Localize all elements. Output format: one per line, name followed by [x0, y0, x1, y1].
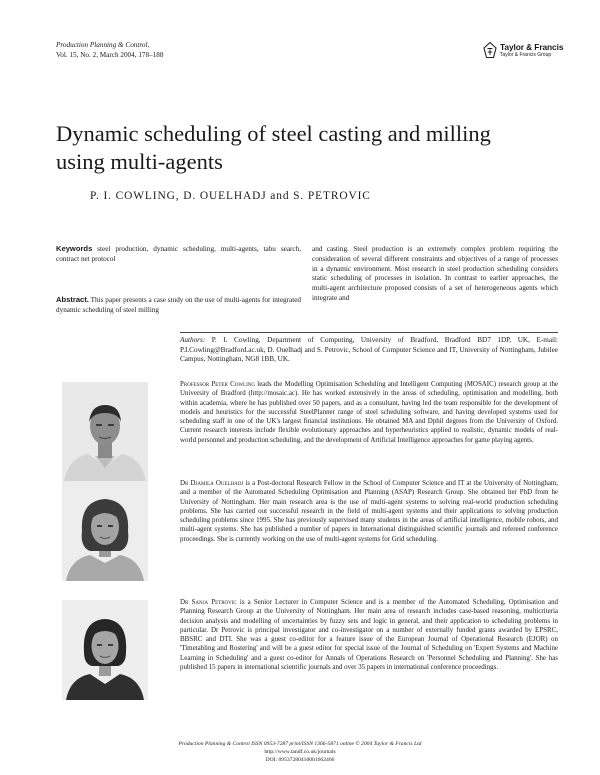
keywords-text: steel production, dynamic scheduling, multi-agents, tabu search, contract net protocol [56, 245, 301, 263]
journal-name: Production Planning & Control, [56, 41, 150, 49]
author-affiliation [180, 336, 558, 365]
bio-text: is a Post-doctoral Research Fellow in the School of Computer Science and IT at the University of Nottingham, and a member of the Automated Scheduling Optimisation and Planning (ASAP) Research Group. She obtained her PhD from he University of Nottingham. Her main research area is the use of multi-agent systems to solving real-world production scheduling problems. She has carried out successful research in the field of multi-agent systems and their applications to solving production scheduling problems since 1995. She has previously supervised many students in the areas of artificial intelligence, mobile robots, and multi-agent systems. She has published a number of papers in International distinguished scientific journals and refereed conference proceedings. She is currently working on the use of multi-agent systems for Grid scheduling. [180, 479, 559, 543]
bio-name: Sanja Petrovic [191, 598, 237, 606]
affiliation-text: P. I. Cowling, Department of Computing, University of Bradford, Bradford BD7 1DP, UK, E-mail: P.I.Cowling@Bradford.ac.uk, D. Ouelhadj and S. Petrovic, School of Computer Science and IT, University of Nottingham, Jubilee Campus, Nottingham, NG8 1BB, UK. [180, 336, 559, 364]
publisher-emblem-icon [483, 42, 497, 58]
footer-issn: Production Planning & Control ISSN 0953-7287 print/ISSN 1366-5871 online © 2004 Taylor & Francis Ltd [178, 741, 422, 747]
abstract-continuation: and casting. Steel production is an extremely complex problem requiring the consideration of several different constraints and objectives of a range of processes in a dynamic environment. Most research in steel production scheduling considers static scheduling of processes in isolation. In contrast to earlier approaches, the multi-agent architecture proposed consists of a set of heterogeneous agents which integrate and [312, 245, 558, 302]
author-photo-petrovic [62, 600, 148, 700]
footer-doi: DOI: 09537280410001662466 [265, 757, 335, 763]
bio-name: Peter Cowling [211, 380, 255, 388]
article-title: Dynamic scheduling of steel casting and milling using multi-agents [56, 121, 491, 174]
bio-title: Dr [180, 598, 189, 606]
bio-text: leads the Modelling Optimisation Scheduling and Intelligent Computing (MOSAIC) research group at the University of Bradford (http://mosaic.ac). He has worked extensively in the areas of scheduling, optimisation and modelling, both within academia, where he has published over 50 papers, and as a consultant, having led the team responsible for the development of models and heuristics for the successful SteelPlanner range of steel scheduling software, and having developed systems used for scheduling staff in one of the UK's largest financial institutions. He obtained MA and Dphil degrees from the University of Oxford. Current research interests include flexible evolutionary approaches and hyperheuristics applied to realistic, dynamic models of real-world personnel and production scheduling, and the development of Artificial Intelligence approaches for game playing agents. [180, 380, 558, 444]
author-photo-ouelhadj [62, 481, 148, 581]
bio-cowling [180, 380, 558, 445]
article-authors: P. I. COWLING, D. OUELHADJ and S. PETROVIC [90, 190, 371, 202]
bio-title: Dr [180, 479, 189, 487]
abstract-text: This paper presents a case study on the use of multi-agents for integrated dynamic scheduling of steel milling [56, 296, 301, 314]
author-photo-cowling [62, 382, 148, 482]
keywords-label: Keywords [56, 244, 93, 253]
publisher-brand: Taylor & Francis [500, 42, 564, 52]
divider-rule [180, 332, 558, 333]
publisher-group: Taylor & Francis Group [500, 52, 552, 58]
publisher-logo [483, 41, 569, 65]
affiliation-label: Authors: [180, 336, 206, 344]
keywords-block [56, 244, 301, 264]
journal-citation [56, 41, 163, 60]
journal-issue: Vol. 15, No. 2, March 2004, 178–188 [56, 50, 164, 59]
bio-text: is a Senior Lecturer in Computer Science and is a member of the Automated Scheduling, Optimisation and Planning Research Group at the University of Nottingham. Her main area of research includes case-based reasoning, multicriteria decision analysis and modelling of uncertainties by fuzzy sets and logic in general, and their application to scheduling problems in particular. Dr Petrovic is principal investigator and co-investigator on a number of externally funded grants awarded by EPSRC, BBSRC and DTI. She was a guest co-editor for a feature issue of the European Journal of Operational Research (EJOR) on 'Timetabling and Rostering' and will be a guest editor for special issue of the Journal of Scheduling on 'Expert Systems and Machine Learning in Scheduling' and a guest co-editor for Annals of Operations Research on 'Personnel Scheduling and Planning'. She has published 15 papers in international scientific journals and over 35 papers in international conference proceedings. [180, 598, 559, 672]
bio-ouelhadj [180, 479, 558, 544]
bio-name: Djamila Ouelhadj [190, 479, 244, 487]
abstract-block [56, 295, 301, 315]
footer-url[interactable]: http://www.tandf.co.uk/journals [264, 749, 336, 755]
abstract-label: Abstract. [56, 295, 89, 304]
bio-title: Professor [180, 380, 210, 388]
bio-petrovic [180, 598, 558, 672]
